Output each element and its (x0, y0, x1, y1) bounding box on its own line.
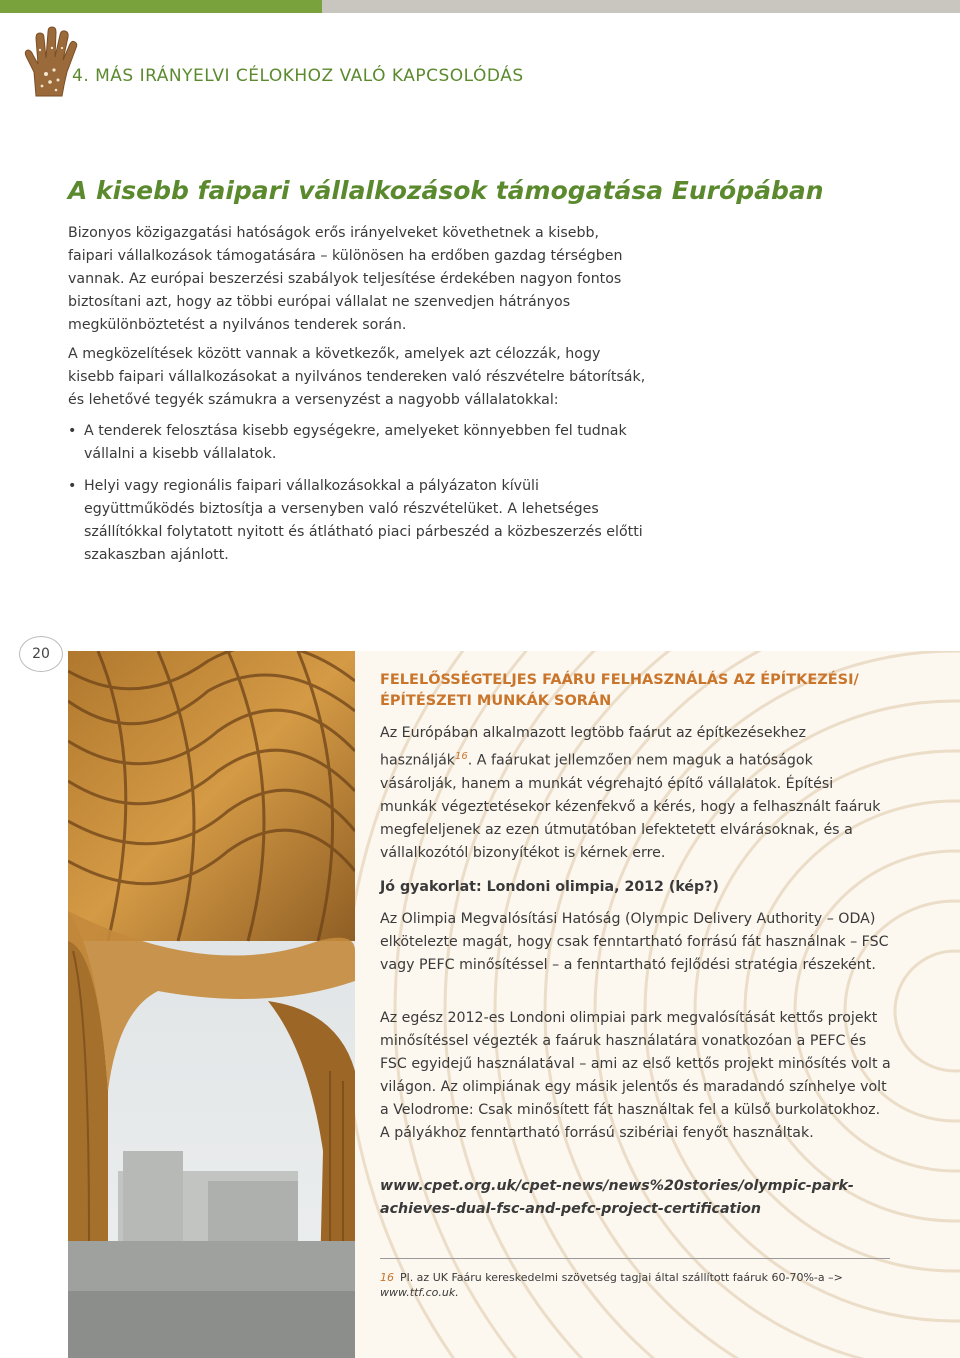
sidebar-title: FELELŐSSÉGTELJES FAÁRU FELHASZNÁLÁS AZ ÉPÍTKEZÉSI/ ÉPÍTÉSZETI MUNKÁK SORÁN (380, 672, 859, 709)
page-number: 20 (19, 636, 63, 672)
oda-paragraph: Az Olimpia Megvalósítási Hatóság (Olympic Delivery Authority – ODA) elkötelezte magát, hogy csak fenntartható forrású fát használnak – FSC vagy PEFC minősítéssel – a fenntartható fejlődési stratégia részeként. (380, 911, 889, 973)
list-item: • Helyi vagy regionális faipari vállalkozásokkal a pályázaton kívüli együttműködés biztosítja a versenyben való részvételüket. A lehetséges szállítókkal folytatott nyitott és átlátható piaci párbeszéd a közbeszerzés előtti szakaszban ajánlott. (68, 475, 648, 567)
footnote-number: 16 (380, 1271, 394, 1284)
footnote-divider (380, 1258, 890, 1259)
olympic-park-paragraph: Az egész 2012-es Londoni olimpiai park megvalósítását kettős projekt minősítéssel végezték a faáruk használatára vonatkozóan a PEFC és FSC egyidejű használatával – ami az első kettős projekt minősítés volt a világon. Az olimpiának egy másik jelentős és maradandó színhelye volt a Velodrome: Csak minősített fát használtak fel a külső burkolatokhoz. A pályákhoz fenntartható forrású szibériai fenyőt használtak. (380, 1010, 891, 1141)
top-bar-green (0, 0, 322, 13)
wooden-structure-photo (68, 651, 355, 1358)
approaches-list (68, 420, 648, 576)
sidebar-paragraph: Az Európában alkalmazott legtöbb faárut az építkezésekhez használják$^{16}$. A faárukat jellemzően nem maguk a hatóságok vásárolják, hanem a munkát végrehajtó építő vállalatok. Építési munkák végeztetésekor kézenfekvő a kérés, hogy a felhasznált faáruk megfeleljenek az ezen útmutatóban lefektetett elvárásoknak, és a vállalkozótól bizonyítékot is kérnek erre. (380, 725, 881, 861)
footnote-link[interactable]: www.ttf.co.uk. (380, 1286, 459, 1299)
bullet-icon: • (68, 478, 77, 494)
section-title: A kisebb faipari vállalkozások támogatása Európában (68, 176, 824, 205)
good-practice-heading: Jó gyakorlat: Londoni olimpia, 2012 (kép?) (380, 879, 719, 895)
bullet-icon: • (68, 423, 77, 439)
footnote: 16 Pl. az UK Faáru kereskedelmi szövetség tagjai által szállított faáruk 60-70%-a –> www.ttf.co.uk. (380, 1271, 843, 1299)
source-link[interactable]: www.cpet.org.uk/cpet-news/news%20stories/olympic-park-achieves-dual-fsc-and-pefc-project-certification (380, 1178, 854, 1217)
chapter-heading: 4. MÁS IRÁNYELVI CÉLOKHOZ VALÓ KAPCSOLÓDÁS (72, 66, 524, 86)
intro-paragraph: Bizonyos közigazgatási hatóságok erős irányelveket követhetnek a kisebb, faipari vállalkozások támogatására – különösen ha erdőben gazdag térségben vannak. Az európai beszerzési szabályok teljesítése érdekében nagyon fontos biztosítani azt, hogy az többi európai vállalat ne szenvedjen hátrányos megkülönböztetést a nyilvános tenderek során. (68, 225, 623, 333)
list-item: • A tenderek felosztása kisebb egységekre, amelyeket könnyebben fel tudnak vállalni a kisebb vállalatok. (68, 420, 648, 466)
top-bar-gray (322, 0, 960, 13)
hand-logo-icon (22, 26, 80, 98)
footnote-reference[interactable]: 16 (455, 751, 468, 762)
approaches-paragraph: A megközelítések között vannak a következők, amelyek azt célozzák, hogy kisebb faipari vállalkozásokat a nyilvános tendereken való részvételre bátorítsák, és lehetővé tegyék számukra a versenyzést a nagyobb vállalatokkal: (68, 346, 646, 408)
